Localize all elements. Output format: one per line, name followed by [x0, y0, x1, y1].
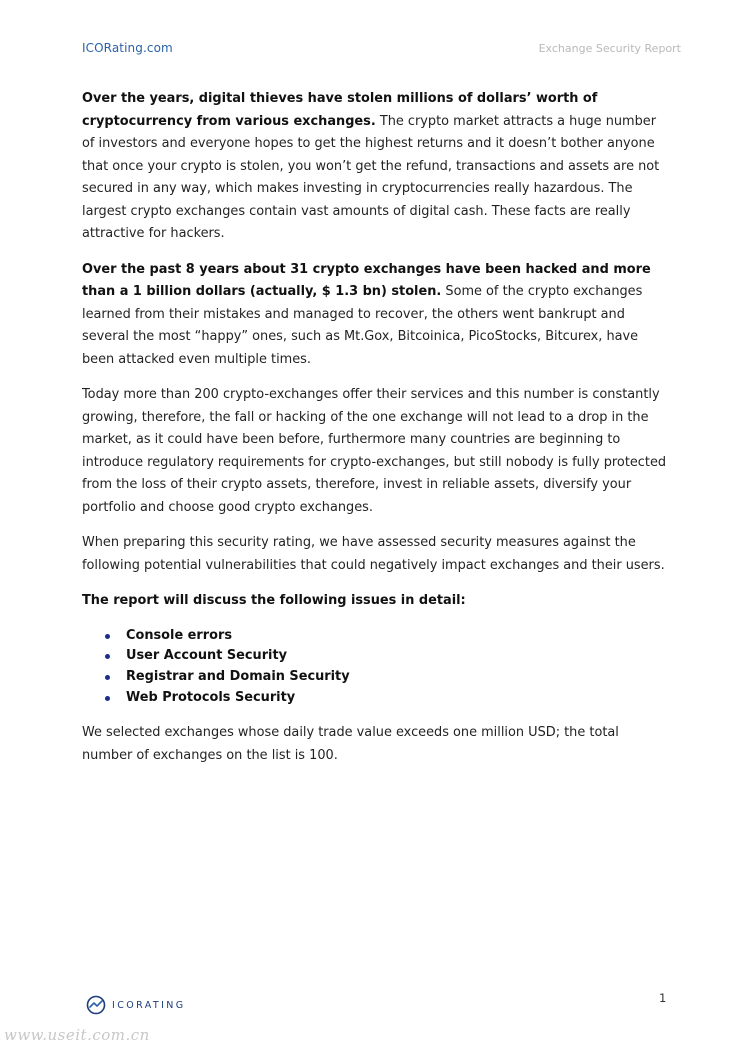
- header-site-link[interactable]: ICORating.com: [82, 41, 173, 55]
- list-item: [126, 667, 672, 688]
- paragraph-1-body: The crypto market attracts a huge number of investors and everyone hopes to get the highest returns and it doesn’t bother anyone that once your crypto is stolen, you won’t get the refund, transactions and assets are not secured in any way, which makes investing in cryptocurrencies really hazardous. The largest crypto exchanges contain vast amounts of digital cash. These facts are really attractive for hackers.: [82, 113, 660, 241]
- issues-list: [82, 626, 672, 709]
- paragraph-2: [82, 259, 672, 372]
- logo-text: ICORATING: [112, 999, 186, 1011]
- list-item-label: Registrar and Domain Security: [126, 668, 350, 684]
- watermark: www.useit.com.cn: [4, 1026, 150, 1044]
- document-body: [82, 88, 672, 780]
- paragraph-1-lead: Over the years, digital thieves have stolen millions of dollars’ worth of cryptocurrency from various exchanges.: [82, 91, 598, 129]
- paragraph-4-body: When preparing this security rating, we have assessed security measures against the following potential vulnerabilities that could negatively impact exchanges and their users.: [82, 535, 665, 573]
- page-number: 1: [659, 991, 667, 1005]
- paragraph-4: [82, 532, 672, 577]
- header-report-title: Exchange Security Report: [538, 42, 681, 55]
- list-item-label: Web Protocols Security: [126, 689, 296, 705]
- list-item: [126, 688, 672, 709]
- closing-paragraph: We selected exchanges whose daily trade value exceeds one million USD; the total number of exchanges on the list is 100.: [82, 725, 619, 763]
- list-item-label: User Account Security: [126, 648, 288, 664]
- bullet-icon: [105, 654, 110, 659]
- bullet-icon: [105, 696, 110, 701]
- icorating-logo: [86, 995, 186, 1015]
- list-item: [126, 626, 672, 647]
- icorating-logo-icon: [86, 995, 106, 1015]
- issues-title: The report will discuss the following issues in detail:: [82, 593, 466, 608]
- paragraph-2-body: Some of the crypto exchanges learned from their mistakes and managed to recover, the others went bankrupt and several the most “happy” ones, such as Mt.Gox, Bitcoinica, PicoStocks, Bitcurex, have been attacked even multiple times.: [82, 284, 643, 367]
- bullet-icon: [105, 675, 110, 680]
- list-item-label: Console errors: [126, 627, 233, 643]
- paragraph-3-body: Today more than 200 crypto-exchanges offer their services and this number is constantly growing, therefore, the fall or hacking of the one exchange will not lead to a drop in the market, as it could have been before, furthermore many countries are beginning to introduce regulatory requirements for crypto-exchanges, but still nobody is fully protected from the loss of their crypto assets, therefore, invest in reliable assets, diversify your portfolio and choose good crypto exchanges.: [82, 387, 667, 515]
- paragraph-1: [82, 88, 672, 246]
- paragraph-2-lead: Over the past 8 years about 31 crypto exchanges have been hacked and more than a 1 billion dollars (actually, $ 1.3 bn) stolen.: [82, 261, 651, 299]
- list-item: [126, 646, 672, 667]
- paragraph-3: [82, 384, 672, 519]
- bullet-icon: [105, 634, 110, 639]
